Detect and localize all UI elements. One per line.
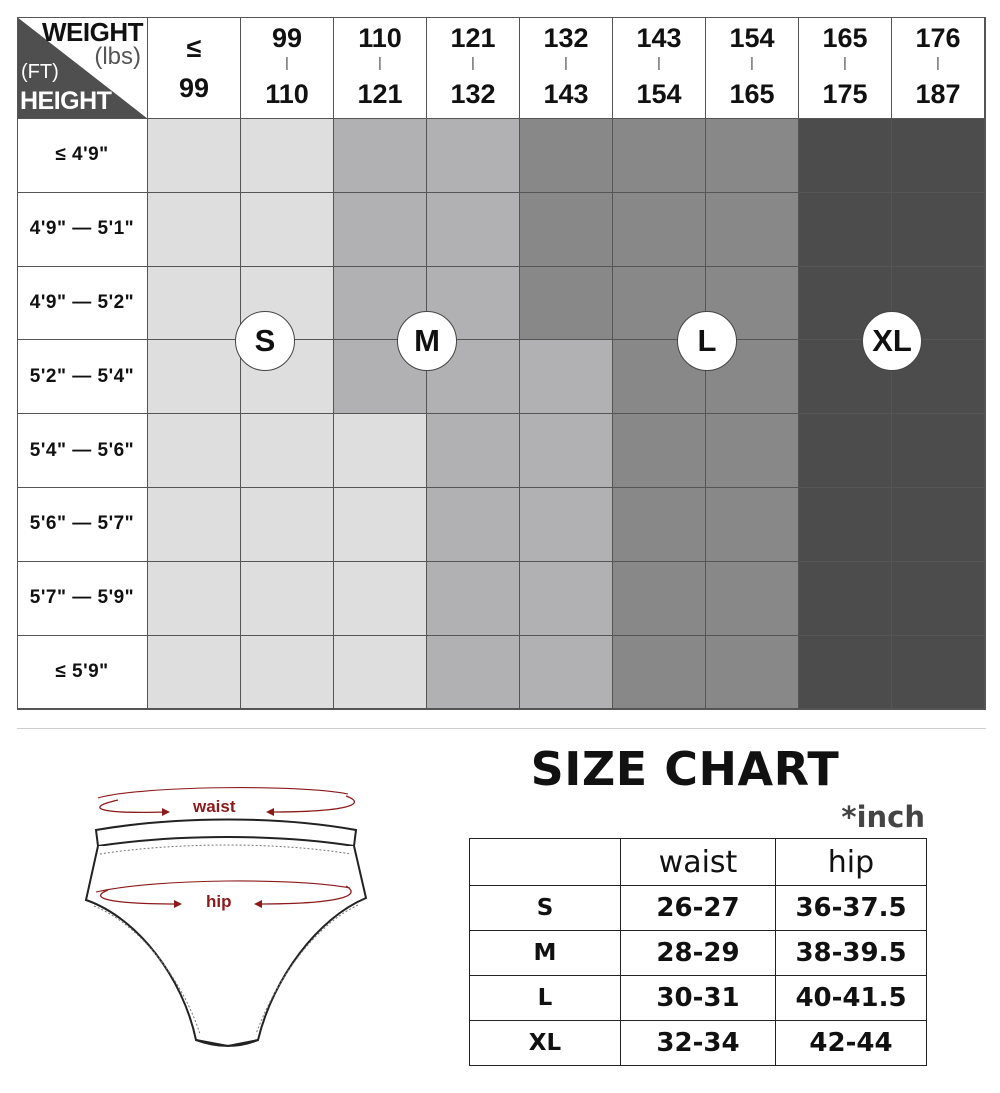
size-cell-xl: [892, 193, 985, 267]
size-cell-xl: [892, 562, 985, 636]
size-badge-l: L: [677, 311, 737, 371]
weight-column-header: [427, 17, 520, 119]
size-cell-s: [241, 488, 334, 562]
row-hip: 40-41.5: [776, 976, 927, 1021]
weight-header-sep: |: [657, 54, 661, 70]
weight-header-bottom: 187: [915, 79, 961, 109]
row-waist: 32-34: [621, 1021, 776, 1066]
size-cell-m: [334, 119, 427, 193]
size-cell-m: [520, 340, 613, 414]
size-cell-l: [613, 414, 706, 488]
row-waist: 30-31: [621, 976, 776, 1021]
weight-column-header: [148, 17, 241, 119]
size-cell-s: [334, 414, 427, 488]
size-cell-xl: [892, 488, 985, 562]
size-cell-l: [613, 119, 706, 193]
header-size: [470, 839, 621, 886]
table-row: [470, 1021, 927, 1066]
size-cell-l: [706, 119, 799, 193]
size-cell-xl: [799, 414, 892, 488]
size-measurement-table: [469, 838, 927, 1066]
panties-illustration: [78, 778, 378, 1068]
row-hip: 36-37.5: [776, 886, 927, 931]
row-waist: 28-29: [621, 931, 776, 976]
header-hip: hip: [776, 839, 927, 886]
size-cell-xl: [799, 119, 892, 193]
table-row: [470, 976, 927, 1021]
row-hip: 42-44: [776, 1021, 927, 1066]
weight-header-top: 154: [729, 23, 775, 53]
size-cell-l: [706, 636, 799, 710]
size-badge-xl: XL: [862, 311, 922, 371]
weight-header-sep: |: [750, 54, 754, 70]
size-cell-s: [148, 414, 241, 488]
height-row-header: ≤ 4'9": [17, 119, 148, 193]
weight-header-top: ≤: [186, 33, 202, 63]
height-row-header: 4'9" — 5'1": [17, 193, 148, 267]
row-size: M: [470, 931, 621, 976]
weight-header-top: 121: [450, 23, 496, 53]
size-cell-l: [613, 636, 706, 710]
size-cell-s: [241, 119, 334, 193]
weight-header-top: 132: [543, 23, 589, 53]
row-size: XL: [470, 1021, 621, 1066]
height-row-header: 5'4" — 5'6": [17, 414, 148, 488]
size-cell-s: [334, 562, 427, 636]
weight-header-sep: |: [378, 54, 382, 70]
size-cell-l: [706, 488, 799, 562]
weight-header-bottom: 121: [357, 79, 403, 109]
waist-label: waist: [193, 797, 236, 816]
measurement-diagram: [78, 778, 378, 1068]
weight-header-sep: |: [936, 54, 940, 70]
size-cell-xl: [892, 414, 985, 488]
weight-column-header: [706, 17, 799, 119]
size-badge-m: M: [397, 311, 457, 371]
weight-header-top: 99: [271, 23, 303, 53]
table-header-row: [470, 839, 927, 886]
row-size: L: [470, 976, 621, 1021]
height-row-header: 5'7" — 5'9": [17, 562, 148, 636]
weight-header-bottom: 110: [265, 79, 309, 109]
size-cell-s: [148, 119, 241, 193]
height-row-header: 5'6" — 5'7": [17, 488, 148, 562]
weight-column-header: [241, 17, 334, 119]
weight-column-header: [892, 17, 985, 119]
size-chart-title: SIZE CHART: [530, 742, 840, 796]
size-cell-m: [427, 636, 520, 710]
size-cell-s: [148, 488, 241, 562]
weight-header-bottom: 175: [822, 79, 868, 109]
grid-corner-header: [17, 17, 148, 119]
size-cell-l: [520, 119, 613, 193]
weight-header-bottom: 143: [543, 79, 589, 109]
weight-header-top: 110: [358, 23, 402, 53]
height-axis-label: HEIGHT: [20, 87, 112, 115]
size-cell-m: [520, 414, 613, 488]
height-row-header: 5'2" — 5'4": [17, 340, 148, 414]
size-cell-m: [520, 636, 613, 710]
size-cell-xl: [799, 636, 892, 710]
weight-header-bottom: 165: [729, 79, 775, 109]
size-cell-m: [427, 488, 520, 562]
weight-header-top: 176: [915, 23, 961, 53]
table-row: [470, 886, 927, 931]
size-cell-l: [520, 267, 613, 341]
size-cell-m: [427, 193, 520, 267]
weight-header-bottom: 132: [450, 79, 496, 109]
size-cell-s: [148, 562, 241, 636]
size-cell-s: [148, 267, 241, 341]
weight-header-sep: |: [471, 54, 475, 70]
size-cell-xl: [799, 488, 892, 562]
size-cell-l: [706, 414, 799, 488]
size-cell-m: [427, 562, 520, 636]
size-cell-s: [334, 488, 427, 562]
height-row-header: ≤ 5'9": [17, 636, 148, 710]
size-cell-xl: [892, 636, 985, 710]
weight-header-top: 165: [822, 23, 868, 53]
size-cell-xl: [892, 119, 985, 193]
size-grid-cells: [17, 17, 986, 710]
size-cell-l: [613, 488, 706, 562]
size-cell-m: [520, 488, 613, 562]
size-grid: [17, 17, 986, 710]
size-cell-m: [427, 119, 520, 193]
weight-header-top: 143: [636, 23, 682, 53]
size-cell-s: [241, 562, 334, 636]
weight-column-header: [613, 17, 706, 119]
size-cell-xl: [799, 193, 892, 267]
weight-column-header: [334, 17, 427, 119]
size-cell-m: [520, 562, 613, 636]
size-cell-s: [241, 193, 334, 267]
unit-note: *inch: [841, 800, 925, 834]
size-cell-s: [148, 340, 241, 414]
size-cell-m: [334, 193, 427, 267]
size-cell-l: [613, 193, 706, 267]
size-badge-s: S: [235, 311, 295, 371]
size-cell-xl: [799, 562, 892, 636]
weight-axis-label: WEIGHT: [42, 17, 143, 47]
section-divider: [17, 728, 986, 729]
weight-column-header: [520, 17, 613, 119]
header-waist: waist: [621, 839, 776, 886]
size-cell-s: [334, 636, 427, 710]
row-waist: 26-27: [621, 886, 776, 931]
row-size: S: [470, 886, 621, 931]
height-unit-label: (FT): [21, 61, 59, 83]
size-cell-l: [613, 562, 706, 636]
weight-header-sep: |: [564, 54, 568, 70]
size-cell-s: [241, 414, 334, 488]
weight-unit-label: (lbs): [94, 43, 141, 70]
hip-label: hip: [206, 892, 232, 911]
row-hip: 38-39.5: [776, 931, 927, 976]
height-row-header: 4'9" — 5'2": [17, 267, 148, 341]
weight-header-sep: |: [843, 54, 847, 70]
size-cell-l: [706, 562, 799, 636]
weight-header-bottom: 154: [636, 79, 682, 109]
size-cell-l: [706, 193, 799, 267]
size-cell-s: [148, 193, 241, 267]
weight-column-header: [799, 17, 892, 119]
weight-header-bottom: 99: [178, 73, 210, 103]
table-row: [470, 931, 927, 976]
size-cell-l: [520, 193, 613, 267]
size-cell-s: [148, 636, 241, 710]
weight-header-sep: |: [285, 54, 289, 70]
size-cell-m: [427, 414, 520, 488]
size-cell-s: [241, 636, 334, 710]
